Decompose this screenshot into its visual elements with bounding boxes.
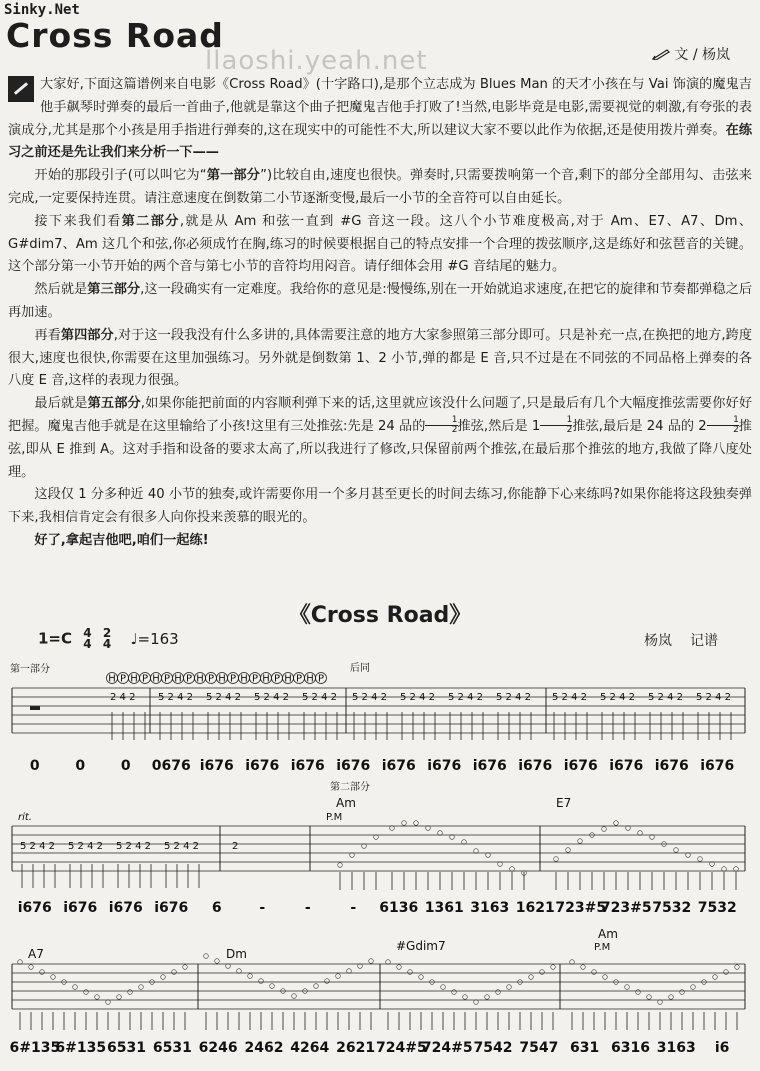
row2-arpeggio-note [614,821,619,826]
part2-text-b: ,就是从 Am 和弦一直到 #G 音这一段。这八个小节难度极高,对于 Am、E7、A7、Dm、G#dim7、Am 这几个和弦,你必须成竹在胸,练习的时候要根据自己的特点安排一个合理的拨弦顺序,这是练好和弦琶音的关键。这个部分第一小节开始的两个音与第七小节的音符均用闷音。请仔细体会用 #G 音结尾的魅力。 [8,213,753,275]
row1-jianpu-group: i676 [290,758,325,774]
part3-text-b: ,这一段确实有一定难度。我给你的意见是:慢慢练,别在一开始就追求速度,在把它的旋律和节奏都弹稳之后再加速。 [8,282,753,320]
chord-dm-label: Dm [226,947,247,961]
row3-arpeggio-note [625,985,630,990]
row2-tab-group: 2 [232,841,239,852]
row3-jianpu-group: 4264 [290,1040,330,1056]
part5-text-b: ,如果你能把前面的内容顺利弹下来的话,这里就应该没什么问题了,只是最后有几个大幅度推弦需要你好好把握。魔鬼吉他手就是在这里输给了小孩!这里有三处推弦:先是 24 品的 [8,396,753,434]
hp-mark-letter: P [141,673,149,685]
row3-arpeggio-note [419,975,424,980]
row3-jianpu-group: 6#135 [9,1040,61,1056]
repeat-mark-label: 后同 [350,663,370,674]
row3-arpeggio-note [724,970,729,975]
row2-jianpu-group: 723#5 [555,900,607,916]
hp-mark-letter: H [284,673,292,685]
part5-text-a: 最后就是 [34,396,88,412]
row3-jianpu-group: 7547 [519,1040,559,1056]
intro-bold-text: 在练习之前还是先让我们来分析一下—— [8,122,753,161]
hp-mark-letter: H [262,673,270,685]
hp-mark-letter: H [240,673,248,685]
row1-tab-group: 5 2 4 2 [552,692,587,703]
row3-jianpu-group: 2621 [336,1040,376,1056]
row3-arpeggio-note [183,965,188,970]
row3-arpeggio-note [139,985,144,990]
time-signature-2: 2 4 [102,626,112,651]
chord-e7-label: E7 [556,796,572,810]
row1-jianpu-group: 0 [29,758,40,774]
row1-rest-mark [30,706,40,710]
row3-arpeggio-note [95,995,100,1000]
row1-jianpu-group: i676 [245,758,280,774]
row3-jianpu-group: 6316 [610,1040,650,1056]
row2-arpeggio-note [566,848,571,853]
row2-jianpu-group: i676 [154,900,189,916]
fraction-half-3: $\frac{1}{2}$ [707,416,739,435]
row3-arpeggio-note [215,959,220,964]
row1-tab-group: 5 2 4 2 [352,692,387,703]
part3-text-a: 然后就是 [34,282,88,298]
row3-arpeggio-note [73,985,78,990]
row1-jianpu-group: i676 [381,758,416,774]
row3-arpeggio-note [540,970,545,975]
row3-arpeggio-note [292,994,297,999]
fraction-half-2: $\frac{1}{2}$ [540,416,572,435]
row2-jianpu-group: - [304,900,311,916]
row2-jianpu-group: i676 [17,900,52,916]
row3-arpeggio-note [51,975,56,980]
hp-mark-letter: H [174,673,182,685]
row3-arpeggio-note [485,995,490,1000]
row3-arpeggio-note [647,995,652,1000]
part1-text-a: 开始的那段引子(可以叫它为“ [34,168,207,184]
row1-jianpu-group: 0 [120,758,131,774]
time-signature-1: 4 4 [83,626,92,651]
row3-arpeggio-note [161,975,166,980]
row2-jianpu-group: 7532 [652,900,692,916]
row2-tab-group: 5 2 4 2 [68,841,103,852]
part2-bold: 第二部分 [121,213,180,229]
row3-arpeggio-note [735,965,740,970]
hp-mark-letter: P [295,673,303,685]
part5-text-c: 推弦,然后是 1 [457,418,541,434]
row3-arpeggio-note [128,990,133,995]
paragraph-practice: 这段仅 1 分多种近 40 小节的独奏,或许需要你用一个多月甚至更长的时间去练习,你能静下心来练吗?如果你能将这段独奏弹下来,我相信肯定会有很多人向你投来羡慕的眼光的。 [8,487,752,526]
row3-jianpu-group: 6531 [152,1040,192,1056]
row1-tab-group: 5 2 4 2 [158,692,193,703]
row1-tab-group: 5 2 4 2 [206,692,241,703]
row2-jianpu-group: 6136 [379,900,419,916]
hp-mark-letter: H [218,673,226,685]
row3-jianpu-group: 724#5 [376,1040,427,1056]
palm-mute-mark: P.M [326,812,343,823]
row3-jianpu-group: 7542 [473,1040,513,1056]
arranger-role: 记谱 [690,633,718,649]
chord-am-label: Am [336,796,356,810]
row2-tab-group: 5 2 4 2 [20,841,55,852]
hp-mark-letter: P [229,673,237,685]
part3-bold: 第三部分 [87,282,141,298]
row1-jianpu-group: i676 [609,758,644,774]
chord-am2-label: Am [598,927,618,941]
hp-mark-letter: P [273,673,281,685]
row1-jianpu-group: i676 [518,758,553,774]
part4-text-b: ,对于这一段我没有什么多讲的,具体需要注意的地方大家参照第三部分即可。只是补充一点,在换把的地方,跨度很大,速度也很快,你需要在这里加强练习。另外就是倒数第 1、2 小节,弹的都是 E 音,只不过是在不同弦的不同品格上弹奏的各八度 E 音,这样的表现力很强。 [8,327,753,389]
hp-mark-letter: P [317,673,325,685]
arranger-name: 杨岚 [644,633,672,649]
section-label-part1: 第一部分 [10,664,50,675]
part5-text-d: 推弦,最后是 24 品的 2 [572,418,707,434]
hp-mark-letter: H [196,673,204,685]
hp-mark-letter: H [130,673,138,685]
row3-arpeggio-note [314,984,319,989]
row3-jianpu-group: i6 [714,1040,730,1056]
row1-jianpu-group: 0676 [151,758,191,774]
row1-jianpu-group: i676 [427,758,462,774]
hp-mark-letter: H [152,673,160,685]
row3-arpeggio-note [259,979,264,984]
url-watermark: llaoshi.yeah.net [205,46,428,76]
part4-text-a: 再看 [34,327,61,343]
row3-jianpu-group: 631 [570,1040,600,1056]
row2-jianpu-group: 1621 [515,900,555,916]
row3-arpeggio-note [691,985,696,990]
row3-arpeggio-note [603,975,608,980]
row2-arpeggio-note [674,848,679,853]
row3-arpeggio-note [680,990,685,995]
row1-tab-group: 2 4 2 [110,692,136,703]
row2-arpeggio-note [698,857,703,862]
part5-text-e: 推弦,即从 E 推到 A。这对手指和设备的要求太高了,所以我进行了修改,只保留前两个推弦,在最后那个推弦的地方,我做了降八度处理。 [8,418,752,480]
part1-bold: 第一部分 [206,168,261,184]
row3-jianpu-group: 724#5 [421,1040,473,1056]
row3-arpeggio-note [529,975,534,980]
intro-text: 大家好,下面这篇谱例来自电影《Cross Road》(十字路口),是那个立志成为 Blues Man 的天才小孩在与 Vai 饰演的魔鬼吉他手飙琴时弹奏的最后一首曲子,他就是靠这个曲子把魔鬼吉他手打败了!当然,电影毕竟是电影,需要视觉的刺激,有夸张的表演成分,尤其是那个小孩是用手指进行弹奏的,这在现实中的可能性不大,所以建议大家不要以此作为依据,还是使用拨片弹奏。 [8,77,752,138]
row1-jianpu-group: i676 [563,758,598,774]
paragraph-closing: 好了,拿起吉他吧,咱们一起练! [34,532,209,548]
hp-mark-letter: H [108,673,116,685]
row2-jianpu-group: 6 [211,900,222,916]
row2-jianpu-group: - [259,900,266,916]
section-label-part2: 第二部分 [330,782,370,793]
row2-jianpu-group: 7532 [697,900,737,916]
row2-arpeggio-note [602,827,607,832]
row1-jianpu-group: i676 [700,758,735,774]
part2-text-a: 接下来我们看 [34,213,122,229]
row3-arpeggio-note [713,975,718,980]
row1-jianpu-group: 0 [75,758,86,774]
row3-jianpu-group: 6#135 [55,1040,107,1056]
row3-arpeggio-note [636,990,641,995]
hp-mark-letter: H [306,673,314,685]
row3-arpeggio-note [551,965,556,970]
row3-arpeggio-note [172,970,177,975]
author-text: 文 / 杨岚 [674,47,730,63]
hp-mark-letter: P [119,673,127,685]
row1-jianpu-group: i676 [199,758,234,774]
row3-jianpu-group: 6246 [198,1040,238,1056]
row3-arpeggio-note [496,990,501,995]
row2-arpeggio-note [414,821,419,826]
row1-jianpu-group: i676 [472,758,507,774]
row1-jianpu-group: i676 [336,758,371,774]
hp-mark-letter: P [185,673,193,685]
row1-tab-group: 5 2 4 2 [448,692,483,703]
row1-tab-group: 5 2 4 2 [400,692,435,703]
row2-jianpu-group: 3163 [470,900,510,916]
part4-bold: 第四部分 [60,327,114,343]
row3-arpeggio-note [408,970,413,975]
row2-jianpu-group: - [350,900,357,916]
row3-arpeggio-note [452,990,457,995]
row3-arpeggio-note [441,985,446,990]
row2-jianpu-group: 1361 [424,900,464,916]
row1-tab-group: 5 2 4 2 [696,692,731,703]
hp-mark-letter: P [207,673,215,685]
row3-arpeggio-note [507,985,512,990]
row3-arpeggio-note [397,965,402,970]
hp-mark-letter: P [251,673,259,685]
row3-arpeggio-note [248,974,253,979]
article-title: Cross Road [6,16,224,55]
tempo-mark: ♩=163 [130,629,179,648]
part1-text-b: ”)比较自由,速度也很快。弹奏时,只需要拨响第一个音,剩下的部分全部用勾、击弦来完成,一定要保持连贯。请注意速度在倒数第二小节逐渐变慢,最后一小节的全音符可以自由延长。 [8,168,752,206]
row3-arpeggio-note [669,995,674,1000]
row1-tab-group: 5 2 4 2 [600,692,635,703]
row1-jianpu-group: i676 [654,758,689,774]
row2-tab-group: 5 2 4 2 [116,841,151,852]
row3-jianpu-group: 3163 [656,1040,696,1056]
row3-arpeggio-note [336,974,341,979]
chord-a7-label: A7 [28,947,44,961]
row3-arpeggio-note [463,995,468,1000]
row3-arpeggio-note [369,959,374,964]
chord-gdim7-label: #Gdim7 [396,939,446,953]
key-signature: 1=C [38,629,73,648]
row3-arpeggio-note [581,965,586,970]
row3-jianpu-group: 6531 [107,1040,147,1056]
row2-arpeggio-note [402,821,407,826]
row3-arpeggio-note [117,995,122,1000]
row3-arpeggio-note [40,970,45,975]
score-title: 《Cross Road》 [288,603,472,628]
row3-arpeggio-note [84,990,89,995]
rit-mark: rit. [18,812,32,823]
site-watermark: Sinky.Net [4,2,80,18]
row1-tab-group: 5 2 4 2 [496,692,531,703]
row1-tab-group: 5 2 4 2 [648,692,683,703]
row3-arpeggio-note [325,979,330,984]
part5-bold: 第五部分 [87,396,141,412]
row3-arpeggio-note [270,984,275,989]
row2-arpeggio-note [554,857,559,862]
fraction-half-1: $\frac{1}{2}$ [425,416,457,435]
row3-arpeggio-note [204,954,209,959]
row2-jianpu-group: 723#5 [600,900,652,916]
row2-arpeggio-note [578,839,583,844]
row3-jianpu-group: 2462 [244,1040,284,1056]
palm-mute-mark-2: P.M [594,942,611,953]
hp-mark-letter: P [163,673,171,685]
row1-tab-group: 5 2 4 2 [302,692,337,703]
row2-jianpu-group: i676 [108,900,143,916]
row2-tab-group: 5 2 4 2 [164,841,199,852]
row1-tab-group: 5 2 4 2 [254,692,289,703]
row3-arpeggio-note [29,965,34,970]
row3-arpeggio-note [592,970,597,975]
row2-arpeggio-note [338,863,343,868]
row2-jianpu-group: i676 [63,900,98,916]
